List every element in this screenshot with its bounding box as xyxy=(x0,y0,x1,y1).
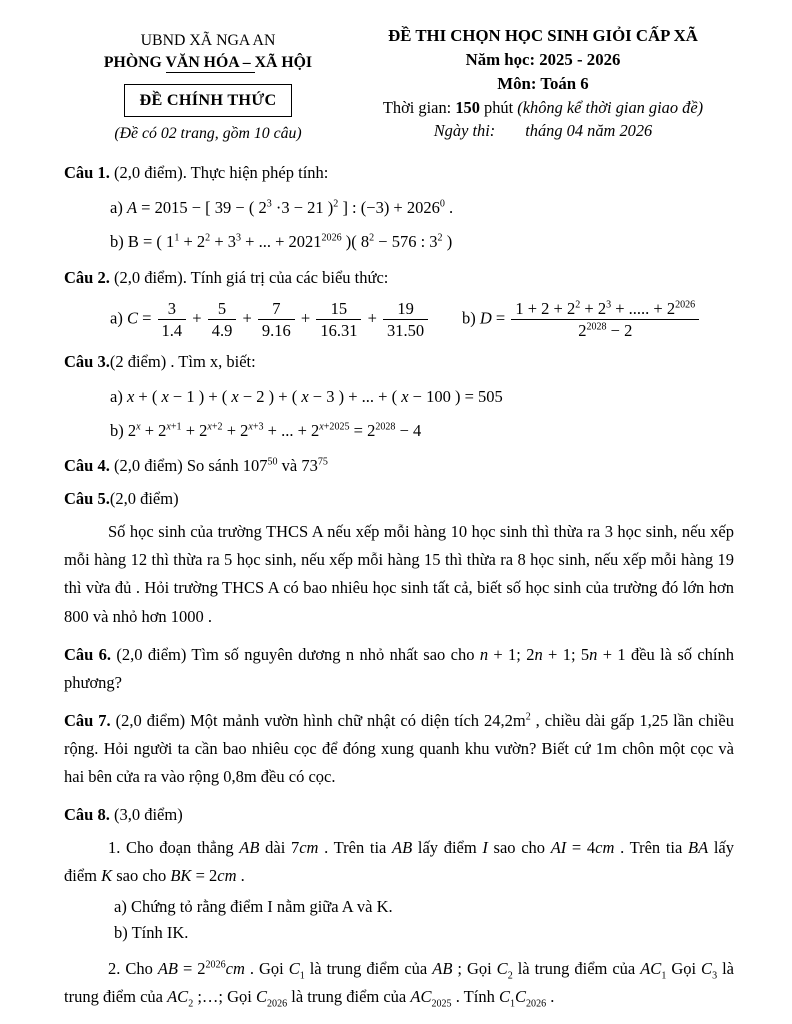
formula-3a-math: a) x + ( x − 1 ) + ( x − 2 ) + ( x − 3 ) + ... + ( x − 100 ) = 505 xyxy=(110,386,503,406)
fraction-term-5 xyxy=(383,298,428,342)
plus-operator: + xyxy=(242,308,252,328)
fraction-denominator: 4.9 xyxy=(208,319,237,341)
subject: Môn: Toán 6 xyxy=(497,73,589,93)
question-2-label: Câu 2. xyxy=(64,267,110,287)
org-department-name xyxy=(64,52,352,74)
formula-1a-math: a) A = 2015 − [ 39 − ( $2^3 \cdot 3 - 21$ )$^2$ ] : $(-3) + 2026^0$ . xyxy=(110,198,454,218)
questions-section xyxy=(64,159,734,1011)
formula-2b-lhs: b) D = xyxy=(462,308,506,328)
exam-title-block xyxy=(352,24,734,145)
fraction-denominator: 31.50 xyxy=(383,319,428,341)
question-2-intro: (2,0 điểm). Tính giá trị của các biểu thức: xyxy=(109,267,389,287)
exam-date-label: Ngày thi: xyxy=(433,120,496,140)
fraction-denominator: 16.31 xyxy=(316,319,361,341)
plus-operator: + xyxy=(367,308,377,328)
exam-title: ĐỀ THI CHỌN HỌC SINH GIỎI CẤP XÃ xyxy=(388,26,698,45)
formula-1b-math: b) B = ( $1^1 + 2^2 + 3^3$ + ... + $2021^{2026}$ )( $8^2 - 576$ : $3^2$ ) xyxy=(110,232,453,252)
question-6-text: (2,0 điểm) Tìm số nguyên dương n nhỏ nhất sao cho n + 1; 2n + 1; 5n + 1 đều là số chính phương? xyxy=(64,644,735,692)
question-2b-formula xyxy=(462,298,734,342)
question-5-paragraph: Số học sinh của trường THCS A nếu xếp mỗi hàng 10 học sinh thì thừa ra 3 học sinh, nếu xếp mỗi hàng 12 thì thừa ra 5 học sinh, nếu xếp mỗi hàng 15 thì thừa ra 8 học sinh, nếu xếp mỗi hàng 19 thì vừa đủ . Hỏi trường THCS A có bao nhiêu học sinh tất cả, biết số học sinh của trường đó lớn hơn 800 và nhỏ hơn 1000 . xyxy=(64,522,734,626)
fraction-term-1 xyxy=(158,298,187,342)
fraction-term-2 xyxy=(208,298,237,342)
question-1-intro: (2,0 điểm). Thực hiện phép tính: xyxy=(109,163,329,183)
fraction-denominator: 1.4 xyxy=(158,319,187,341)
question-7-text: (2,0 điểm) Một mảnh vườn hình chữ nhật có diện tích $24,2m^2$ , chiều dài gấp 1,25 lần chiều rộng. Hỏi người ta cần bao nhiêu cọc để đóng xung quanh khu vườn? Biết cứ 1m chôn một cọc và hai bên cửa ra vào rộng 0,8m đều có cọc. xyxy=(64,710,734,786)
question-8-part-2: 2. Cho AB = $2^{2026}cm$ . Gọi $C_1$ là trung điểm của AB ; Gọi $C_2$ là trung điểm của $AC_1$ Gọi $C_3$ là trung điểm của $AC_2$ ;…; Gọi $C_{2026}$ là trung điểm của $AC_{2025}$ . Tính $C_1C_{2026}$ . xyxy=(64,958,734,1010)
fraction-denominator: $2^{2028} - 2$ xyxy=(511,319,699,341)
question-3-heading xyxy=(64,348,734,376)
duration-unit: phút xyxy=(484,97,514,117)
official-stamp-box-wrap xyxy=(64,75,352,117)
question-7-label: Câu 7. xyxy=(64,710,111,730)
question-2a-formula xyxy=(110,298,462,342)
fraction-numerator: 5 xyxy=(217,298,227,318)
question-7 xyxy=(64,707,734,791)
duration-label: Thời gian: xyxy=(382,97,452,117)
exam-header xyxy=(64,24,734,145)
question-2-heading xyxy=(64,264,734,292)
fraction-term-3 xyxy=(258,298,295,342)
fraction-term-4 xyxy=(316,298,361,342)
issuing-org-block xyxy=(64,24,352,145)
fraction-numerator: $1 + 2 + 2^2 + 2^3$ + ..... + $2^{2026}$ xyxy=(515,298,696,318)
fraction-d xyxy=(511,298,699,342)
school-year: Năm học: 2025 - 2026 xyxy=(465,49,621,69)
question-1-heading xyxy=(64,159,734,187)
question-5-points: (2,0 điểm) xyxy=(109,489,179,509)
duration-line xyxy=(352,96,734,119)
question-1a-formula xyxy=(110,196,734,221)
fraction-numerator: 19 xyxy=(397,298,414,318)
dept-name-pre: PHÒNG xyxy=(103,54,166,72)
question-6-label: Câu 6. xyxy=(64,644,112,664)
question-3a-formula xyxy=(110,385,734,410)
question-8-heading xyxy=(64,801,734,829)
question-5-heading xyxy=(64,485,734,513)
duration-note: (không kể thời gian giao đề) xyxy=(517,97,704,117)
question-4-text: (2,0 điểm) So sánh $107^{50}$ và $73^{75}$ xyxy=(109,456,328,476)
question-1b-formula xyxy=(110,230,734,255)
fraction-numerator: 3 xyxy=(167,298,176,318)
question-2-formulas xyxy=(110,298,734,342)
dept-name-underlined: VĂN HÓA – xyxy=(165,54,255,72)
plus-operator: + xyxy=(192,308,202,328)
formula-3b-math: b) $2^x + 2^{x+1} + 2^{x+2} + 2^{x+3}$ + ... + $2^{x+2025} = 2^{2028} - 4$ xyxy=(110,420,422,440)
question-8-points: (3,0 điểm) xyxy=(109,804,183,824)
duration-value: 150 xyxy=(455,97,480,117)
fraction-numerator: 7 xyxy=(272,298,281,318)
page-count-note: (Đề có 02 trang, gồm 10 câu) xyxy=(114,124,302,142)
org-parent-name: UBND XÃ NGA AN xyxy=(140,32,276,49)
question-3b-formula xyxy=(110,419,734,444)
fraction-denominator: 9.16 xyxy=(258,319,295,341)
question-4 xyxy=(64,452,734,480)
dept-name-post: XÃ HỘI xyxy=(254,54,313,72)
exam-date-value: tháng 04 năm 2026 xyxy=(525,120,653,140)
plus-operator: + xyxy=(300,308,311,328)
question-8-label: Câu 8. xyxy=(64,804,110,824)
question-8-part-1b: b) Tính IK. xyxy=(114,922,189,942)
official-exam-stamp: ĐỀ CHÍNH THỨC xyxy=(124,84,291,117)
formula-2a-lhs: a) C = xyxy=(110,308,152,328)
question-1-label: Câu 1. xyxy=(64,163,110,183)
question-3-intro: (2 điểm) . Tìm x, biết: xyxy=(109,351,256,371)
question-5-label: Câu 5. xyxy=(64,489,110,509)
question-3-label: Câu 3. xyxy=(64,351,110,371)
exam-date-line xyxy=(352,119,734,142)
question-4-label: Câu 4. xyxy=(64,456,110,476)
question-8-part-1: 1. Cho đoạn thẳng AB dài 7cm . Trên tia AB lấy điểm I sao cho AI = 4cm . Trên tia BA lấy điểm K sao cho BK = 2cm . xyxy=(64,837,734,885)
question-6 xyxy=(64,641,734,697)
fraction-numerator: 15 xyxy=(330,298,348,318)
question-8-part-1a: a) Chứng tỏ rằng điểm I nằm giữa A và K. xyxy=(114,896,393,916)
